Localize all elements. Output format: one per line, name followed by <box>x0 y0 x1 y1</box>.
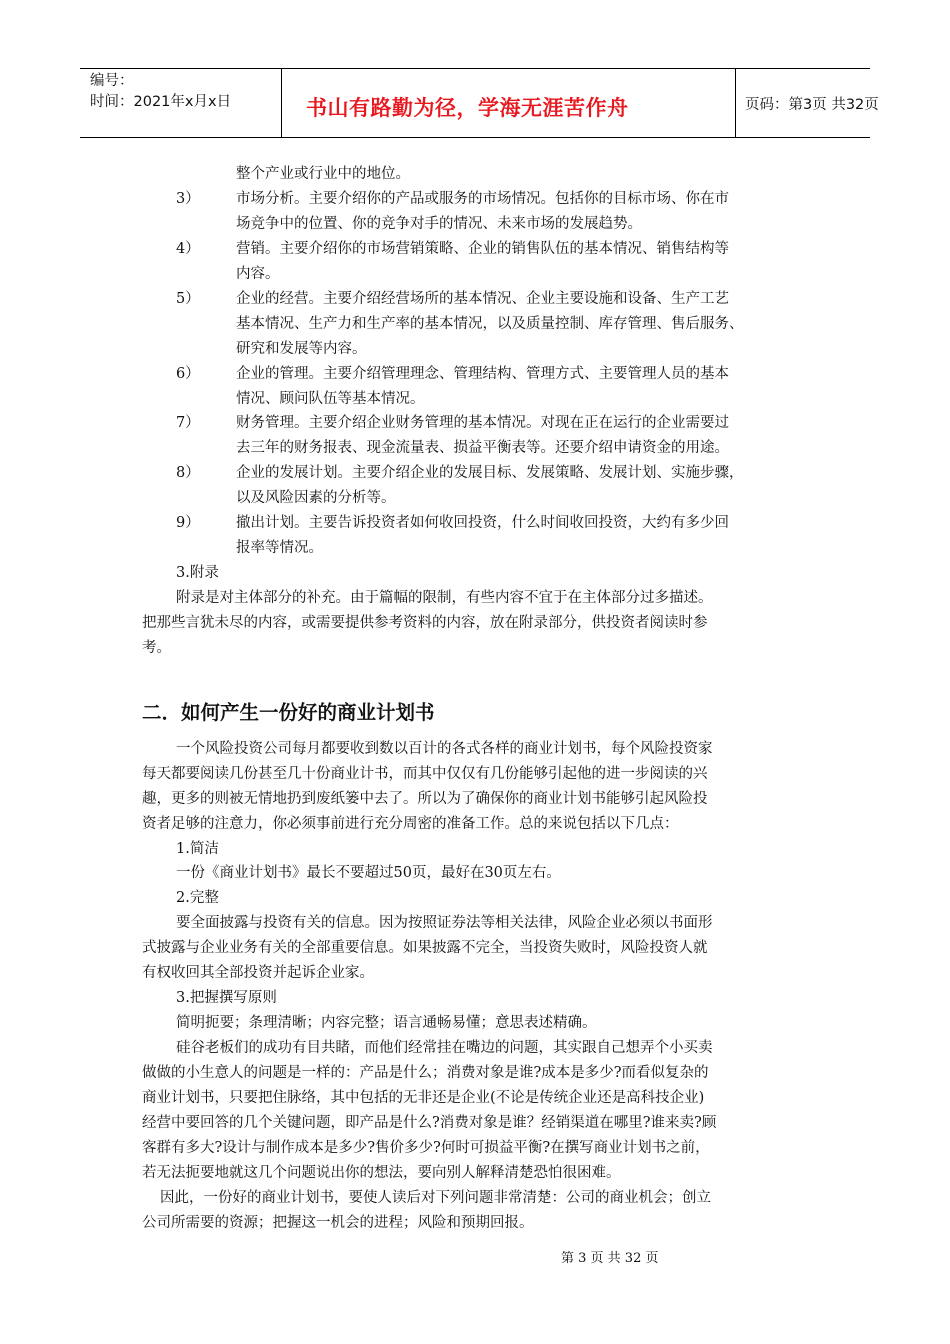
list-item-line: 撤出计划。主要告诉投资者如何收回投资，什么时间收回投资，大约有多少回 <box>236 515 729 531</box>
paragraph-line: 一个风险投资公司每月都要收到数以百计的各式各样的商业计划书，每个风险投资家 <box>176 741 713 757</box>
appendix-title: 3.附录 <box>176 565 219 581</box>
list-item-number: 3） <box>176 191 200 207</box>
paragraph-line: 客群有多大?设计与制作成本是多少?售价多少?何时可损益平衡?在撰写商业计划书之前， <box>142 1140 710 1156</box>
paragraph-line: 若无法扼要地就这几个问题说出你的想法，要向别人解释清楚恐怕很困难。 <box>142 1165 621 1181</box>
paragraph-line: 因此，一份好的商业计划书，要使人读后对下列问题非常清楚：公司的商业机会；创立 <box>160 1190 711 1206</box>
list-item-line: 以及风险因素的分析等。 <box>236 490 396 506</box>
list-item-line: 去三年的财务报表、现金流量表、损益平衡表等。还要介绍申请资金的用途。 <box>236 440 729 456</box>
paragraph-line: 式披露与企业业务有关的全部重要信息。如果披露不完全，当投资失败时，风险投资人就 <box>142 940 708 956</box>
document-time-label: 时间：2021年x月x日 <box>90 94 232 110</box>
list-item-line: 市场分析。主要介绍你的产品或服务的市场情况。包括你的目标市场、你在市 <box>236 191 729 207</box>
paragraph-line: 硅谷老板们的成功有目共睹，而他们经常挂在嘴边的问题，其实跟自己想弄个小买卖 <box>176 1040 713 1056</box>
list-item-line: 企业的发展计划。主要介绍企业的发展目标、发展策略、发展计划、实施步骤， <box>236 465 744 481</box>
list-item-line: 财务管理。主要介绍企业财务管理的基本情况。对现在正在运行的企业需要过 <box>236 415 729 431</box>
header-meta-cell <box>80 69 282 137</box>
paragraph-line: 简明扼要；条理清晰；内容完整；语言通畅易懂；意思表述精确。 <box>176 1015 597 1031</box>
paragraph-line: 公司所需要的资源；把握这一机会的进程；风险和预期回报。 <box>142 1215 534 1231</box>
list-item-line: 内容。 <box>236 266 280 282</box>
header-motto-cell <box>282 69 736 137</box>
document-number-label: 编号： <box>90 73 134 89</box>
paragraph-line: 附录是对主体部分的补充。由于篇幅的限制，有些内容不宜于在主体部分过多描述。 <box>176 590 713 606</box>
paragraph-line: 把那些言犹未尽的内容，或需要提供参考资料的内容，放在附录部分，供投资者阅读时参 <box>142 615 708 631</box>
paragraph-line: 经营中要回答的几个关键问题，即产品是什么?消费对象是谁？经销渠道在哪里?谁来卖?顾 <box>142 1115 717 1131</box>
header-page-info: 页码：第3页 共32页 <box>745 97 879 113</box>
page-footer: 第 3 页 共 32 页 <box>561 1251 659 1266</box>
subsection-title: 1.简洁 <box>176 841 219 857</box>
list-item-line: 基本情况、生产力和生产率的基本情况，以及质量控制、库存管理、售后服务、 <box>236 316 744 332</box>
paragraph-line: 考。 <box>142 640 171 656</box>
paragraph-line: 有权收回其全部投资并起诉企业家。 <box>142 965 374 981</box>
list-item-line: 场竞争中的位置、你的竞争对手的情况、未来市场的发展趋势。 <box>236 216 642 232</box>
paragraph-line: 做做的小生意人的问题是一样的：产品是什么；消费对象是谁?成本是多少?而看似复杂的 <box>142 1065 709 1081</box>
paragraph-line: 趣，更多的则被无情地扔到废纸篓中去了。所以为了确保你的商业计划书能够引起风险投 <box>142 791 708 807</box>
list-item-line: 企业的经营。主要介绍经营场所的基本情况、企业主要设施和设备、生产工艺 <box>236 291 729 307</box>
list-item-number: 6） <box>176 366 200 382</box>
subsection-title: 3.把握撰写原则 <box>176 990 277 1006</box>
list-item-continuation: 整个产业或行业中的地位。 <box>236 166 410 182</box>
page-header <box>80 68 879 138</box>
paragraph-line: 商业计划书，只要把住脉络，其中包括的无非还是企业(不论是传统企业还是高科技企业) <box>142 1090 705 1106</box>
section-heading: 二．如何产生一份好的商业计划书 <box>142 701 435 724</box>
list-item-number: 5） <box>176 291 200 307</box>
list-item-line: 报率等情况。 <box>236 540 323 556</box>
list-item-line: 企业的管理。主要介绍管理理念、管理结构、管理方式、主要管理人员的基本 <box>236 366 729 382</box>
header-motto: 书山有路勤为径，学海无涯苦作舟 <box>306 96 629 120</box>
list-item-line: 营销。主要介绍你的市场营销策略、企业的销售队伍的基本情况、销售结构等 <box>236 241 729 257</box>
list-item-number: 9） <box>176 515 200 531</box>
paragraph-line: 资者足够的注意力，你必须事前进行充分周密的准备工作。总的来说包括以下几点： <box>142 816 679 832</box>
paragraph-line: 每天都要阅读几份甚至几十份商业计书，而其中仅仅有几份能够引起他的进一步阅读的兴 <box>142 766 708 782</box>
list-item-line: 情况、顾问队伍等基本情况。 <box>236 391 425 407</box>
list-item-line: 研究和发展等内容。 <box>236 341 367 357</box>
paragraph-line: 要全面披露与投资有关的信息。因为按照证券法等相关法律，风险企业必须以书面形 <box>176 915 713 931</box>
list-item-number: 7） <box>176 415 200 431</box>
paragraph-line: 一份《商业计划书》最长不要超过50页，最好在30页左右。 <box>176 865 561 881</box>
list-item-number: 4） <box>176 241 200 257</box>
subsection-title: 2.完整 <box>176 890 219 906</box>
list-item-number: 8） <box>176 465 200 481</box>
